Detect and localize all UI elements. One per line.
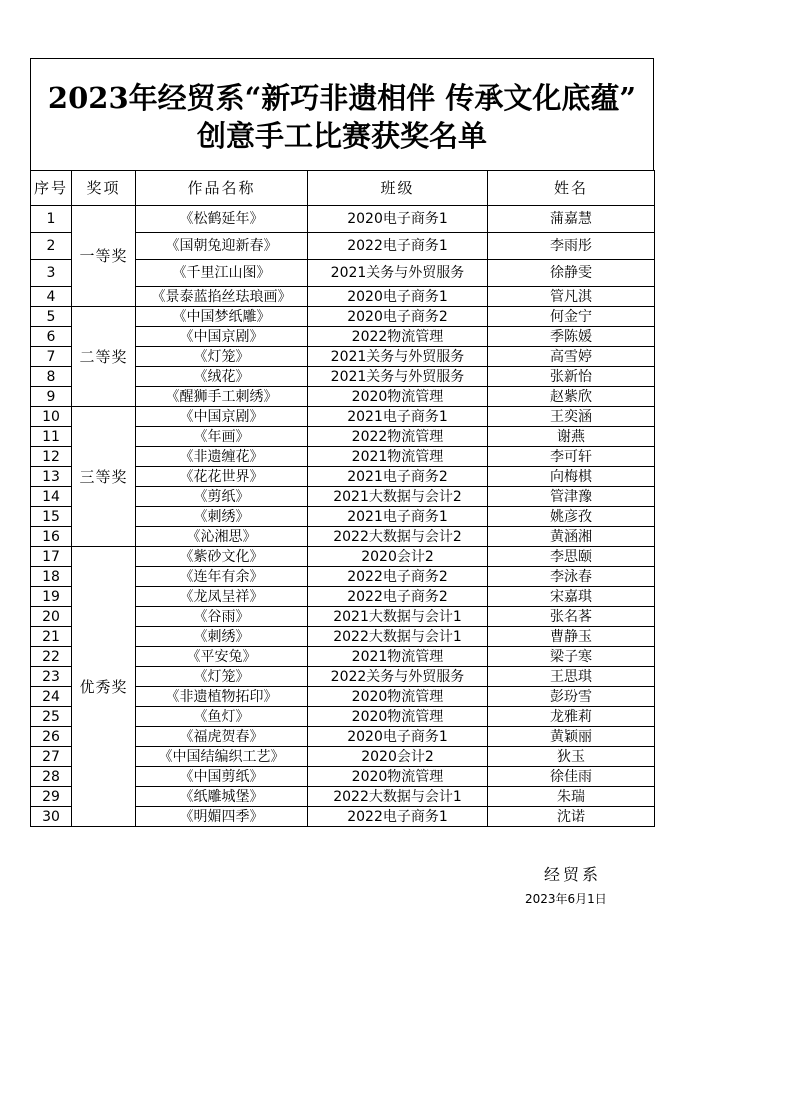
work-title: 《国朝兔迎新春》 [136,233,308,260]
award-level-first: 一等奖 [72,206,136,307]
row-number: 8 [31,367,72,387]
table-row [31,307,655,327]
header-class: 班级 [308,171,488,206]
award-level-excellent: 优秀奖 [72,547,136,827]
title-line-1: 2023年经贸系“新巧非遗相伴 传承文化底蕴” [47,81,637,115]
class-name: 2020会计2 [308,747,488,767]
work-title: 《非遗植物拓印》 [136,687,308,707]
work-title: 《醒狮手工刺绣》 [136,387,308,407]
student-name: 曹静玉 [488,627,655,647]
table-row [31,206,655,233]
student-name: 沈诺 [488,807,655,827]
header-award: 奖项 [72,171,136,206]
student-name: 管津豫 [488,487,655,507]
row-number: 19 [31,587,72,607]
title-line-2: 创意手工比赛获奖名单 [196,119,487,153]
work-title: 《紫砂文化》 [136,547,308,567]
student-name: 何金宁 [488,307,655,327]
row-number: 10 [31,407,72,427]
work-title: 《年画》 [136,427,308,447]
work-title: 《福虎贺春》 [136,727,308,747]
award-sheet [30,58,654,827]
header-no: 序号 [31,171,72,206]
class-name: 2022大数据与会计1 [308,627,488,647]
class-name: 2021关务与外贸服务 [308,260,488,287]
class-name: 2022大数据与会计2 [308,527,488,547]
row-number: 16 [31,527,72,547]
student-name: 彭玢雪 [488,687,655,707]
title-box [30,58,654,170]
award-table [30,170,655,827]
row-number: 23 [31,667,72,687]
row-number: 17 [31,547,72,567]
table-row [31,407,655,427]
row-number: 18 [31,567,72,587]
row-number: 5 [31,307,72,327]
student-name: 王奕涵 [488,407,655,427]
work-title: 《中国结编织工艺》 [136,747,308,767]
class-name: 2020物流管理 [308,767,488,787]
work-title: 《千里江山图》 [136,260,308,287]
work-title: 《龙凤呈祥》 [136,587,308,607]
student-name: 向梅棋 [488,467,655,487]
row-number: 24 [31,687,72,707]
class-name: 2022大数据与会计1 [308,787,488,807]
student-name: 黄颖丽 [488,727,655,747]
row-number: 22 [31,647,72,667]
class-name: 2021电子商务1 [308,507,488,527]
work-title: 《谷雨》 [136,607,308,627]
student-name: 徐静雯 [488,260,655,287]
student-name: 谢燕 [488,427,655,447]
row-number: 15 [31,507,72,527]
class-name: 2021大数据与会计2 [308,487,488,507]
student-name: 季陈媛 [488,327,655,347]
work-title: 《非遗缠花》 [136,447,308,467]
row-number: 14 [31,487,72,507]
work-title: 《中国京剧》 [136,407,308,427]
student-name: 王思琪 [488,667,655,687]
student-name: 张名茖 [488,607,655,627]
class-name: 2021关务与外贸服务 [308,367,488,387]
class-name: 2020电子商务1 [308,287,488,307]
student-name: 高雪婷 [488,347,655,367]
class-name: 2021物流管理 [308,647,488,667]
work-title: 《刺绣》 [136,627,308,647]
work-title: 《花花世界》 [136,467,308,487]
student-name: 龙雅莉 [488,707,655,727]
student-name: 李泳春 [488,567,655,587]
student-name: 李可轩 [488,447,655,467]
table-header-row [31,171,655,206]
work-title: 《刺绣》 [136,507,308,527]
student-name: 朱瑞 [488,787,655,807]
student-name: 梁子寒 [488,647,655,667]
class-name: 2020会计2 [308,547,488,567]
work-title: 《中国剪纸》 [136,767,308,787]
class-name: 2020物流管理 [308,707,488,727]
work-title: 《连年有余》 [136,567,308,587]
work-title: 《鱼灯》 [136,707,308,727]
student-name: 徐佳雨 [488,767,655,787]
student-name: 姚彦孜 [488,507,655,527]
class-name: 2021关务与外贸服务 [308,347,488,367]
work-title: 《灯笼》 [136,667,308,687]
row-number: 2 [31,233,72,260]
student-name: 宋嘉琪 [488,587,655,607]
work-title: 《纸雕城堡》 [136,787,308,807]
header-work: 作品名称 [136,171,308,206]
work-title: 《绒花》 [136,367,308,387]
award-level-second: 二等奖 [72,307,136,407]
footer-date: 2023年6月1日 [525,892,607,906]
class-name: 2020电子商务1 [308,727,488,747]
student-name: 管凡淇 [488,287,655,307]
class-name: 2021电子商务2 [308,467,488,487]
table-body [31,206,655,827]
class-name: 2021电子商务1 [308,407,488,427]
row-number: 12 [31,447,72,467]
work-title: 《中国梦纸雕》 [136,307,308,327]
class-name: 2020物流管理 [308,687,488,707]
class-name: 2022关务与外贸服务 [308,667,488,687]
work-title: 《平安兔》 [136,647,308,667]
student-name: 赵紫欣 [488,387,655,407]
class-name: 2022物流管理 [308,327,488,347]
student-name: 李雨彤 [488,233,655,260]
student-name: 狄玉 [488,747,655,767]
class-name: 2022电子商务1 [308,807,488,827]
work-title: 《明媚四季》 [136,807,308,827]
row-number: 29 [31,787,72,807]
row-number: 1 [31,206,72,233]
row-number: 13 [31,467,72,487]
work-title: 《景泰蓝掐丝珐琅画》 [136,287,308,307]
work-title: 《灯笼》 [136,347,308,367]
class-name: 2021物流管理 [308,447,488,467]
class-name: 2022物流管理 [308,427,488,447]
student-name: 黄涵湘 [488,527,655,547]
class-name: 2022电子商务2 [308,567,488,587]
class-name: 2020电子商务2 [308,307,488,327]
work-title: 《沁湘思》 [136,527,308,547]
work-title: 《剪纸》 [136,487,308,507]
row-number: 20 [31,607,72,627]
award-level-third: 三等奖 [72,407,136,547]
student-name: 张新怡 [488,367,655,387]
footer-dept: 经贸系 [544,865,602,884]
student-name: 蒲嘉慧 [488,206,655,233]
class-name: 2020电子商务1 [308,206,488,233]
class-name: 2020物流管理 [308,387,488,407]
work-title: 《中国京剧》 [136,327,308,347]
row-number: 26 [31,727,72,747]
row-number: 28 [31,767,72,787]
student-name: 李思颐 [488,547,655,567]
class-name: 2022电子商务1 [308,233,488,260]
table-row [31,547,655,567]
row-number: 7 [31,347,72,367]
row-number: 6 [31,327,72,347]
row-number: 9 [31,387,72,407]
row-number: 3 [31,260,72,287]
class-name: 2021大数据与会计1 [308,607,488,627]
class-name: 2022电子商务2 [308,587,488,607]
row-number: 11 [31,427,72,447]
row-number: 30 [31,807,72,827]
header-name: 姓名 [488,171,655,206]
work-title: 《松鹤延年》 [136,206,308,233]
row-number: 4 [31,287,72,307]
row-number: 21 [31,627,72,647]
row-number: 27 [31,747,72,767]
row-number: 25 [31,707,72,727]
